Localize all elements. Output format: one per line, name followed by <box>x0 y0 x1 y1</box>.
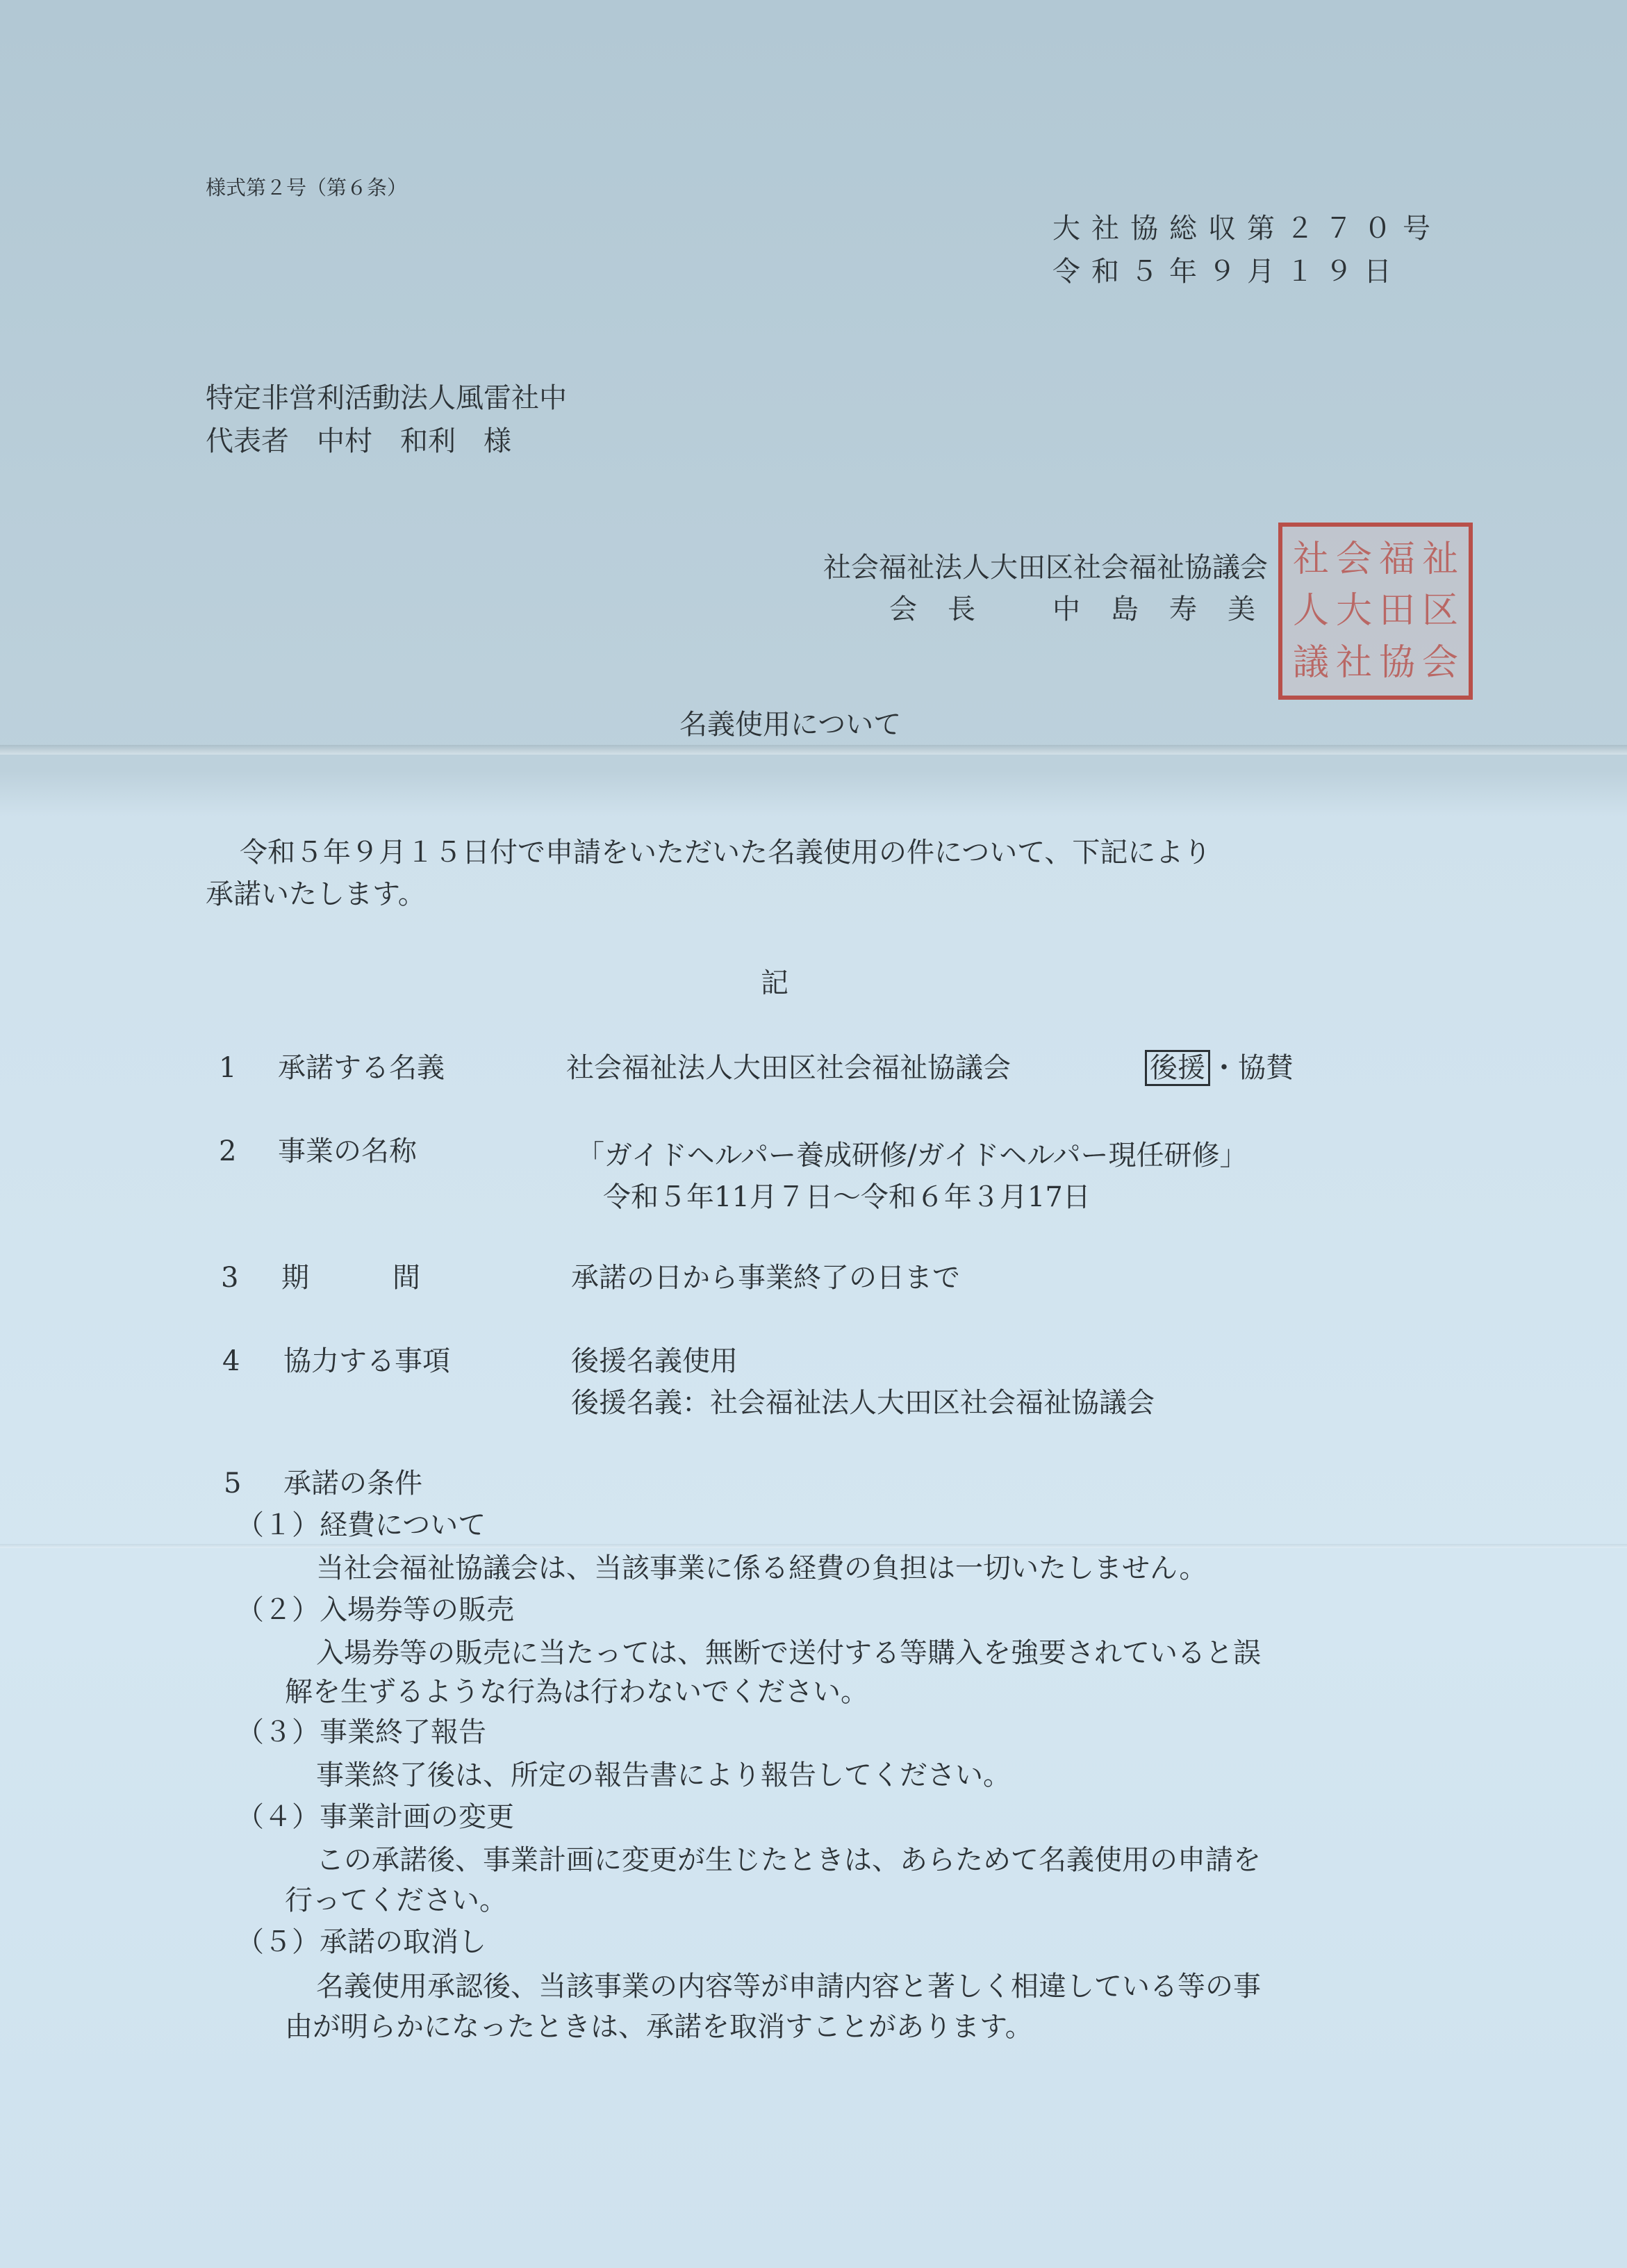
item-label: 承諾の条件 <box>283 1468 422 1499</box>
item-option-suffix: ・協賛 <box>1210 1052 1294 1084</box>
seal-char: 田 <box>1378 590 1415 632</box>
item-label: 事業の名称 <box>278 1135 417 1167</box>
condition-heading: （５）承諾の取消し <box>236 1926 486 1958</box>
ki-heading: 記 <box>761 967 788 999</box>
intro-line-2: 承諾いたします。 <box>206 878 426 910</box>
paper-fold <box>0 1544 1627 1548</box>
issue-date: 令和５年９月１９日 <box>1052 256 1403 288</box>
condition-heading: （４）事業計画の変更 <box>236 1801 514 1833</box>
sender-title: 会長 <box>889 593 1006 625</box>
sender-organization: 社会福祉法人大田区社会福祉協議会 <box>823 552 1268 584</box>
condition-heading: （１）経費について <box>236 1509 486 1541</box>
document-subject: 名義使用について <box>679 709 902 741</box>
item-number: 4 <box>222 1345 240 1377</box>
seal-char: 人 <box>1292 590 1329 632</box>
item-value: 承諾の日から事業終了の日まで <box>571 1262 960 1294</box>
seal-char: 協 <box>1378 641 1415 684</box>
item-value: 「ガイドヘルパー養成研修/ガイドヘルパー現任研修」 <box>577 1140 1248 1172</box>
item-label: 承諾する名義 <box>278 1052 445 1084</box>
item-value: 後援名義使用 <box>571 1345 738 1377</box>
seal-char: 会 <box>1335 539 1372 581</box>
paper-fold <box>0 745 1627 755</box>
seal-char: 区 <box>1421 590 1458 632</box>
intro-line-1: 令和５年９月１５日付で申請をいただいた名義使用の件について、下記により <box>240 837 1212 869</box>
seal-characters <box>1289 534 1462 689</box>
item-value: 社会福祉法人大田区社会福祉協議会 <box>566 1052 1011 1084</box>
item-value: 令和５年11月７日～令和６年３月17日 <box>603 1181 1091 1213</box>
item-number: 2 <box>219 1135 237 1167</box>
item-label: 期 間 <box>281 1262 420 1294</box>
official-seal <box>1278 523 1473 700</box>
item-number: 1 <box>219 1052 237 1084</box>
seal-char: 会 <box>1421 641 1458 684</box>
condition-text: 解を生ずるような行為は行わないでください。 <box>285 1676 868 1708</box>
selected-option-box: 後援 <box>1145 1050 1210 1086</box>
condition-heading: （２）入場券等の販売 <box>236 1594 514 1626</box>
reference-number: 大社協総収第２７０号 <box>1052 213 1442 245</box>
recipient-organization: 特定非営利活動法人風雷社中 <box>206 382 567 414</box>
condition-text: 行ってください。 <box>285 1884 507 1916</box>
item-value: 後援名義：社会福祉法人大田区社会福祉協議会 <box>571 1387 1155 1419</box>
item-option-row <box>1145 1051 1294 1085</box>
condition-text: 当社会福祉協議会は、当該事業に係る経費の負担は一切いたしません。 <box>316 1552 1207 1584</box>
condition-text: 名義使用承認後、当該事業の内容等が申請内容と著しく相違している等の事 <box>316 1971 1261 2003</box>
seal-char: 福 <box>1378 539 1415 581</box>
recipient-representative: 代表者 中村 和利 様 <box>206 425 511 457</box>
seal-char: 社 <box>1335 641 1372 684</box>
item-number: 5 <box>224 1468 242 1499</box>
condition-text: 由が明らかになったときは、承諾を取消すことがあります。 <box>285 2011 1033 2043</box>
condition-heading: （３）事業終了報告 <box>236 1716 486 1748</box>
form-number: 様式第２号（第６条） <box>206 176 408 199</box>
seal-char: 議 <box>1292 641 1329 684</box>
item-number: 3 <box>221 1262 239 1294</box>
seal-char: 社 <box>1292 539 1329 581</box>
condition-text: この承諾後、事業計画に変更が生じたときは、あらためて名義使用の申請を <box>316 1844 1261 1876</box>
seal-char: 大 <box>1335 590 1372 632</box>
item-label: 協力する事項 <box>283 1345 450 1377</box>
seal-char: 祉 <box>1421 539 1458 581</box>
condition-text: 事業終了後は、所定の報告書により報告してください。 <box>316 1759 1011 1791</box>
sender-name: 中島寿美 <box>1052 593 1286 625</box>
condition-text: 入場券等の販売に当たっては、無断で送付する等購入を強要されていると誤 <box>316 1637 1261 1669</box>
